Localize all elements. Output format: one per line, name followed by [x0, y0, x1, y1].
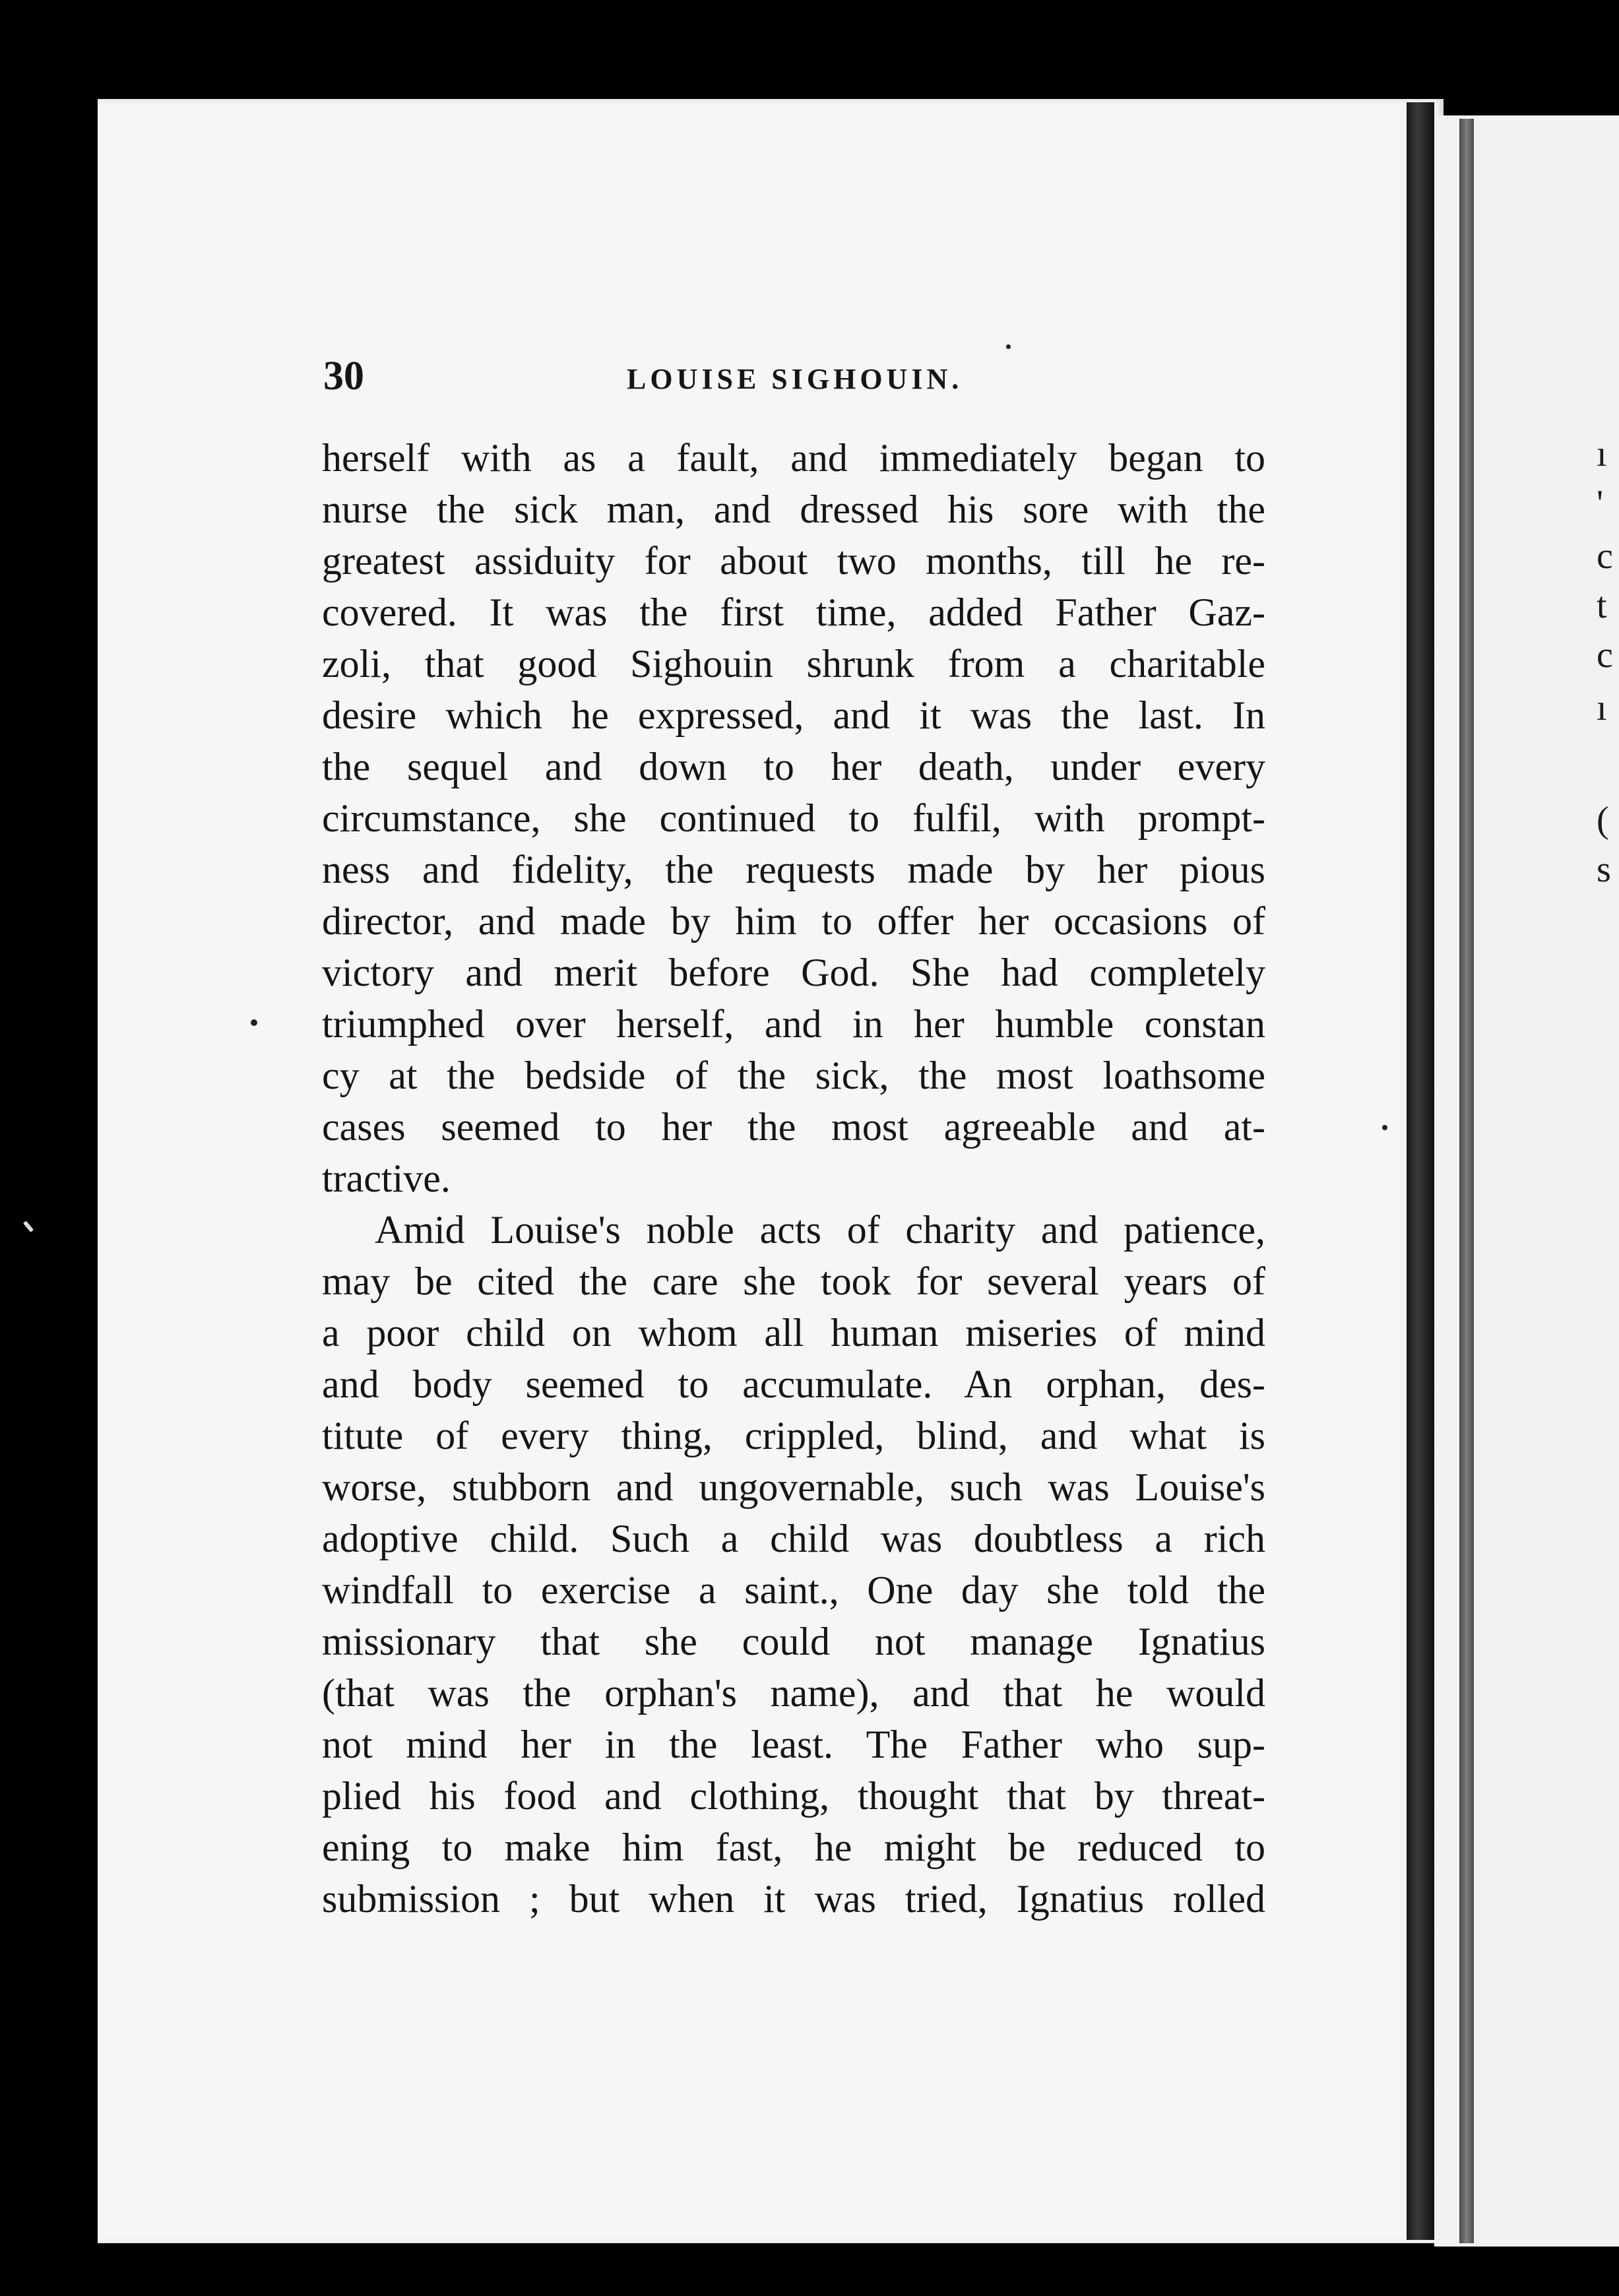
text-line: ness and fidelity, the requests made by her pious: [322, 848, 1265, 891]
facing-fragment: c: [1597, 536, 1613, 577]
text-line: missionary that she could not manage Ignatius: [322, 1620, 1265, 1663]
scan-speck: [1382, 1125, 1387, 1130]
text-line: (that was the orphan's name), and that he would: [322, 1671, 1265, 1715]
running-title: LOUISE SIGHOUIN.: [627, 363, 963, 395]
running-head: [323, 353, 1267, 406]
text-line: tractive.: [322, 1157, 451, 1200]
text-line: greatest assiduity for about two months, till he re-: [322, 539, 1265, 583]
paragraph-2: [322, 1204, 1265, 1925]
text-line: a poor child on whom all human miseries of mind: [322, 1311, 1265, 1355]
text-line: circumstance, she continued to fulfil, with prompt-: [322, 796, 1265, 840]
text-line: windfall to exercise a saint., One day she told the: [322, 1568, 1265, 1612]
text-line: cy at the bedside of the sick, the most loathsome: [322, 1054, 1265, 1097]
text-line: worse, stubborn and ungovernable, such was Louise's: [322, 1465, 1265, 1509]
book-gutter: [1407, 102, 1434, 2240]
scan-speck: [23, 1221, 34, 1232]
text-line: and body seemed to accumulate. An orphan, des-: [322, 1362, 1265, 1406]
scan-speck: [251, 1019, 257, 1026]
facing-fragment: (: [1597, 800, 1609, 841]
facing-fragment: ': [1597, 483, 1604, 524]
text-line: Amid Louise's noble acts of charity and patience,: [375, 1208, 1265, 1252]
text-line: adoptive child. Such a child was doubtless a rich: [322, 1517, 1265, 1560]
text-line: zoli, that good Sighouin shrunk from a charitable: [322, 642, 1265, 686]
facing-fragment: c: [1597, 635, 1613, 676]
paragraph-1: [322, 432, 1265, 1204]
body-text: [322, 432, 1265, 1925]
text-line: plied his food and clothing, thought that by threat-: [322, 1774, 1265, 1818]
text-line: nurse the sick man, and dressed his sore with the: [322, 488, 1265, 531]
text-line: not mind her in the least. The Father who sup-: [322, 1723, 1265, 1766]
text-line: victory and merit before God. She had completely: [322, 951, 1265, 994]
scan-speck: [1006, 344, 1011, 349]
facing-fragment: ı: [1597, 687, 1607, 728]
text-line: desire which he expressed, and it was the last. In: [322, 693, 1265, 737]
text-line: titute of every thing, crippled, blind, and what is: [322, 1414, 1265, 1457]
facing-fragment: t: [1597, 585, 1607, 626]
text-line: ening to make him fast, he might be reduced to: [322, 1826, 1265, 1869]
text-line: director, and made by him to offer her occasions of: [322, 899, 1265, 943]
text-line: may be cited the care she took for several years of: [322, 1260, 1265, 1303]
text-line: cases seemed to her the most agreeable and at-: [322, 1105, 1265, 1149]
facing-page-edge: [1459, 119, 1474, 2243]
text-line: herself with as a fault, and immediately began to: [322, 436, 1265, 480]
facing-fragment: ı: [1597, 433, 1607, 474]
text-line: the sequel and down to her death, under every: [322, 745, 1265, 788]
page-number: 30: [323, 354, 364, 399]
text-line: submission ; but when it was tried, Ignatius rolled: [322, 1877, 1265, 1921]
facing-fragment: s: [1597, 849, 1611, 890]
text-line: covered. It was the first time, added Father Gaz-: [322, 590, 1265, 634]
text-line: triumphed over herself, and in her humble constan: [322, 1002, 1265, 1046]
